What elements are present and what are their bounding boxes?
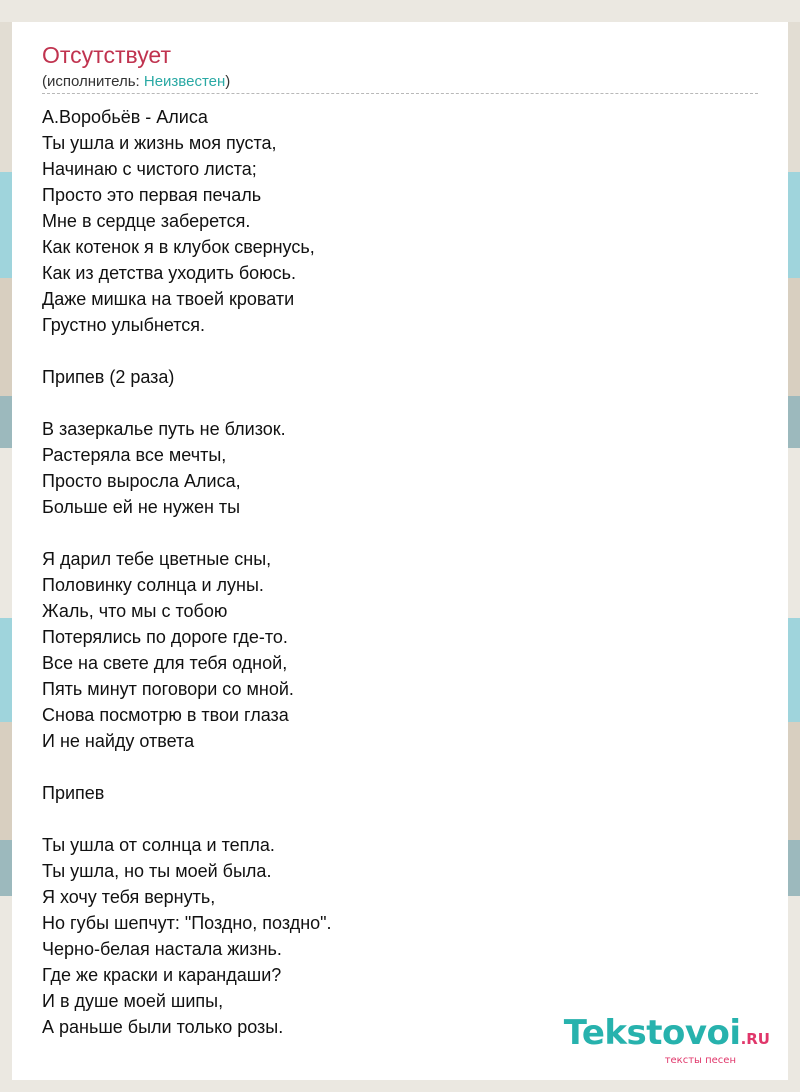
stripe-light [0,0,800,22]
lyric-line: Ты ушла от солнца и тепла. [42,835,275,855]
lyric-line: Просто это первая печаль [42,185,262,205]
lyric-line: Жаль, что мы с тобою [42,601,228,621]
artist-prefix: (исполнитель: [42,73,144,90]
lyrics-card [12,22,788,1080]
lyric-line: Черно-белая настала жизнь. [42,939,282,959]
lyric-line: Пять минут поговори со мной. [42,679,294,699]
lyric-blank-line [42,806,758,832]
lyric-line: И не найду ответа [42,731,195,751]
lyric-line: Даже мишка на твоей кровати [42,289,295,309]
lyric-line: Половинку солнца и луны. [42,575,264,595]
lyric-line: Больше ей не нужен ты [42,497,241,517]
lyric-line: Снова посмотрю в твои глаза [42,705,289,725]
lyric-line: А.Воробьёв - Алиса [42,107,208,127]
lyric-line: Ты ушла и жизнь моя пуста, [42,133,277,153]
artist-line [42,73,230,90]
lyric-line: И в душе моей шипы, [42,991,224,1011]
site-logo[interactable] [563,1013,770,1066]
lyric-line: Припев (2 раза) [42,367,175,387]
lyric-line: Растеряла все мечты, [42,445,227,465]
lyric-line: Мне в сердце заберется. [42,211,251,231]
lyric-line: Начинаю с чистого листа; [42,159,257,179]
dashed-divider [42,93,758,94]
lyric-line: Припев [42,783,105,803]
lyric-blank-line [42,338,758,364]
lyric-blank-line [42,754,758,780]
lyric-line: Грустно улыбнется. [42,315,206,335]
lyric-blank-line [42,520,758,546]
lyric-line: Я хочу тебя вернуть, [42,887,216,907]
lyric-line: Где же краски и карандаши? [42,965,282,985]
lyric-line: Потерялись по дороге где-то. [42,627,288,647]
lyric-line: Как из детства уходить боюсь. [42,263,297,283]
lyrics-text [42,104,758,1040]
song-title: Отсутствует [42,42,171,68]
lyric-line: Все на свете для тебя одной, [42,653,288,673]
lyric-line: Как котенок я в клубок свернусь, [42,237,315,257]
logo-main-text: Tekstovoi [563,1013,741,1053]
logo-wordmark [563,1013,770,1056]
lyric-line: В зазеркалье путь не близок. [42,419,286,439]
lyric-line: Но губы шепчут: "Поздно, поздно". [42,913,332,933]
lyric-line: Я дарил тебе цветные сны, [42,549,272,569]
lyric-line: Просто выросла Алиса, [42,471,241,491]
logo-tld: .RU [740,1030,770,1048]
artist-link[interactable]: Неизвестен [143,73,226,90]
lyric-line: А раньше были только розы. [42,1017,284,1037]
lyric-line: Ты ушла, но ты моей была. [42,861,272,881]
lyric-blank-line [42,390,758,416]
logo-tagline: тексты песен [664,1055,736,1066]
artist-suffix: ) [225,73,231,90]
